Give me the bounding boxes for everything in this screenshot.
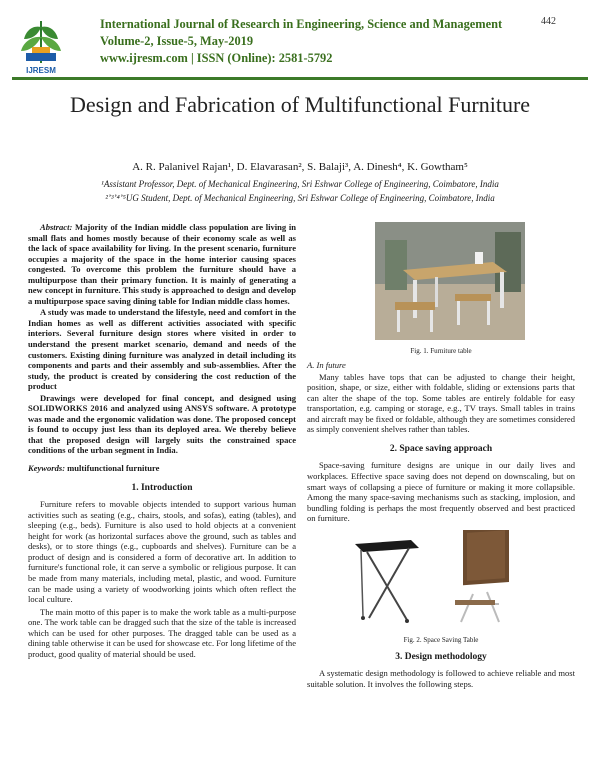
subsection-in-future: A. In future <box>307 360 346 371</box>
abstract-text: Majority of the Indian middle class population are living in small flats and homes mostly because of their economy scale as well as the lack of space availability for living. In the present scenario, furniture occupies a majority of the space in the home interior causing spaces congested. To overcome this problem the furniture should have a multipurpose than their primary function. It is mainly of generating a new concept in furniture. This study is approached to design and develop a multipurpose space saving dining table for Indian middle class homes. <box>28 222 296 306</box>
journal-website: www.ijresm.com | ISSN (Online): 2581-5792 <box>100 51 333 65</box>
space-saving-paragraph: Space-saving furniture designs are unique in our daily lives and workplaces. Effective space saving does not depend on downscaling, but on smart ways of collapsing a piece of furniture or making it more collapsible. Among the many space-saving mechanisms such as stacking, implosion, and bundling folding is perhaps the most frequently observed and best practiced on furniture. <box>307 460 575 524</box>
future-paragraph: Many tables have tops that can be adjusted to change their height, position, shape, or size, either with foldable, sliding or extensions parts that can alter the shape of the top. Some tables are entirely foldable for easy transportation, e.g. camping or storage, e.g., TV trays. Small tables in trains and aircraft may be fixed or foldable, although they are sometimes considered as simply convenient shelves rather than tables. <box>307 371 575 435</box>
right-column <box>307 222 575 691</box>
affiliation-1: ¹Assistant Professor, Dept. of Mechanical Engineering, Sri Eshwar College of Engineering, Coimbatore, India <box>101 179 499 189</box>
abstract-paragraph-3: Drawings were developed for final concept, and designed using SOLIDWORKS 2016 and analyzed using ANSYS software. A prototype was made and the ergonomic validation was done. The proposed concept is found to occupy just less than its deployed area. We thereby believe that the proposed design will largely suits the constrained space conditions of the urban segment in India. <box>28 392 296 456</box>
abstract-paragraph-2: A study was made to understand the lifestyle, need and comfort in the Indian homes as well as different activities associated with specific interiors. Several furniture design stores where visited in order to understand the present market scenario, demand and needs of the customers. Existing dining furniture was analyzed in detail including its components and parts and their assembly and sub-assemblies. After the study, the product is created by considering the cost reduction of the product <box>28 307 296 392</box>
section-design-methodology-heading: 3. Design methodology <box>395 651 487 662</box>
intro-paragraph-2: The main motto of this paper is to make the work table as a multi-purpose one. The work table can be dragged such that the size of the table is increased which can be used for other purposes. The dragged table can be used as a dining table otherwise it can be used for showcase etc. For long lifetime of the product, good quality of material should be used. <box>28 606 296 659</box>
figure-2-space-saving-table-image <box>337 530 527 630</box>
design-methodology-paragraph: A systematic design methodology is followed to achieve reliable and most suitable solution. It involves the following steps. <box>307 668 575 689</box>
keywords <box>28 463 296 474</box>
section-introduction-heading: 1. Introduction <box>131 482 193 493</box>
journal-header <box>100 16 540 67</box>
keywords-text: multifunctional furniture <box>65 463 160 474</box>
journal-volume: Volume-2, Issue-5, May-2019 <box>100 34 254 48</box>
paper-authors: A. R. Palanivel Rajan¹, D. Elavarasan², S. Balaji³, A. Dinesh⁴, K. Gowtham⁵ <box>132 161 468 173</box>
section-space-saving-heading: 2. Space saving approach <box>389 443 493 454</box>
figure-1-caption: Fig. 1. Furniture table <box>410 346 472 355</box>
logo-text: IJRESM <box>26 66 56 75</box>
figure-1-furniture-table-image <box>375 222 525 340</box>
abstract-paragraph <box>28 222 296 306</box>
figure-2-caption: Fig. 2. Space Saving Table <box>403 636 479 645</box>
page-number: 442 <box>541 16 556 27</box>
keywords-label: Keywords: <box>28 463 66 474</box>
intro-paragraph-1: Furniture refers to movable objects intended to support various human activities such as seating (e.g., chairs, stools, and sofas), eating (tables), and sleeping (e.g., beds). Furniture is also used to hold objects at a convenient height for work (as horizontal surfaces above the ground, such as tables and desks), or to store things (e.g., cupboards and shelves). Furniture can be a product of design and is considered a form of decorative art. In addition to furniture's functional role, it can serve a symbolic or religious purpose. It can be made from many materials, including metal, plastic, and wood. Furniture can be made using a variety of woodworking joints which often reflect the local culture. <box>28 499 296 605</box>
paper-title: Design and Fabrication of Multifunctional Furniture <box>69 92 531 117</box>
header-rule <box>12 77 588 80</box>
affiliation-2: ²ʼ³ʼ⁴ʼ⁵UG Student, Dept. of Mechanical Engineering, Sri Eshwar College of Engineering, Coimbatore, India <box>105 193 495 203</box>
journal-name: International Journal of Research in Engineering, Science and Management <box>100 17 503 31</box>
left-column <box>28 222 296 661</box>
journal-logo <box>14 17 68 67</box>
abstract-label: Abstract: <box>40 222 73 232</box>
